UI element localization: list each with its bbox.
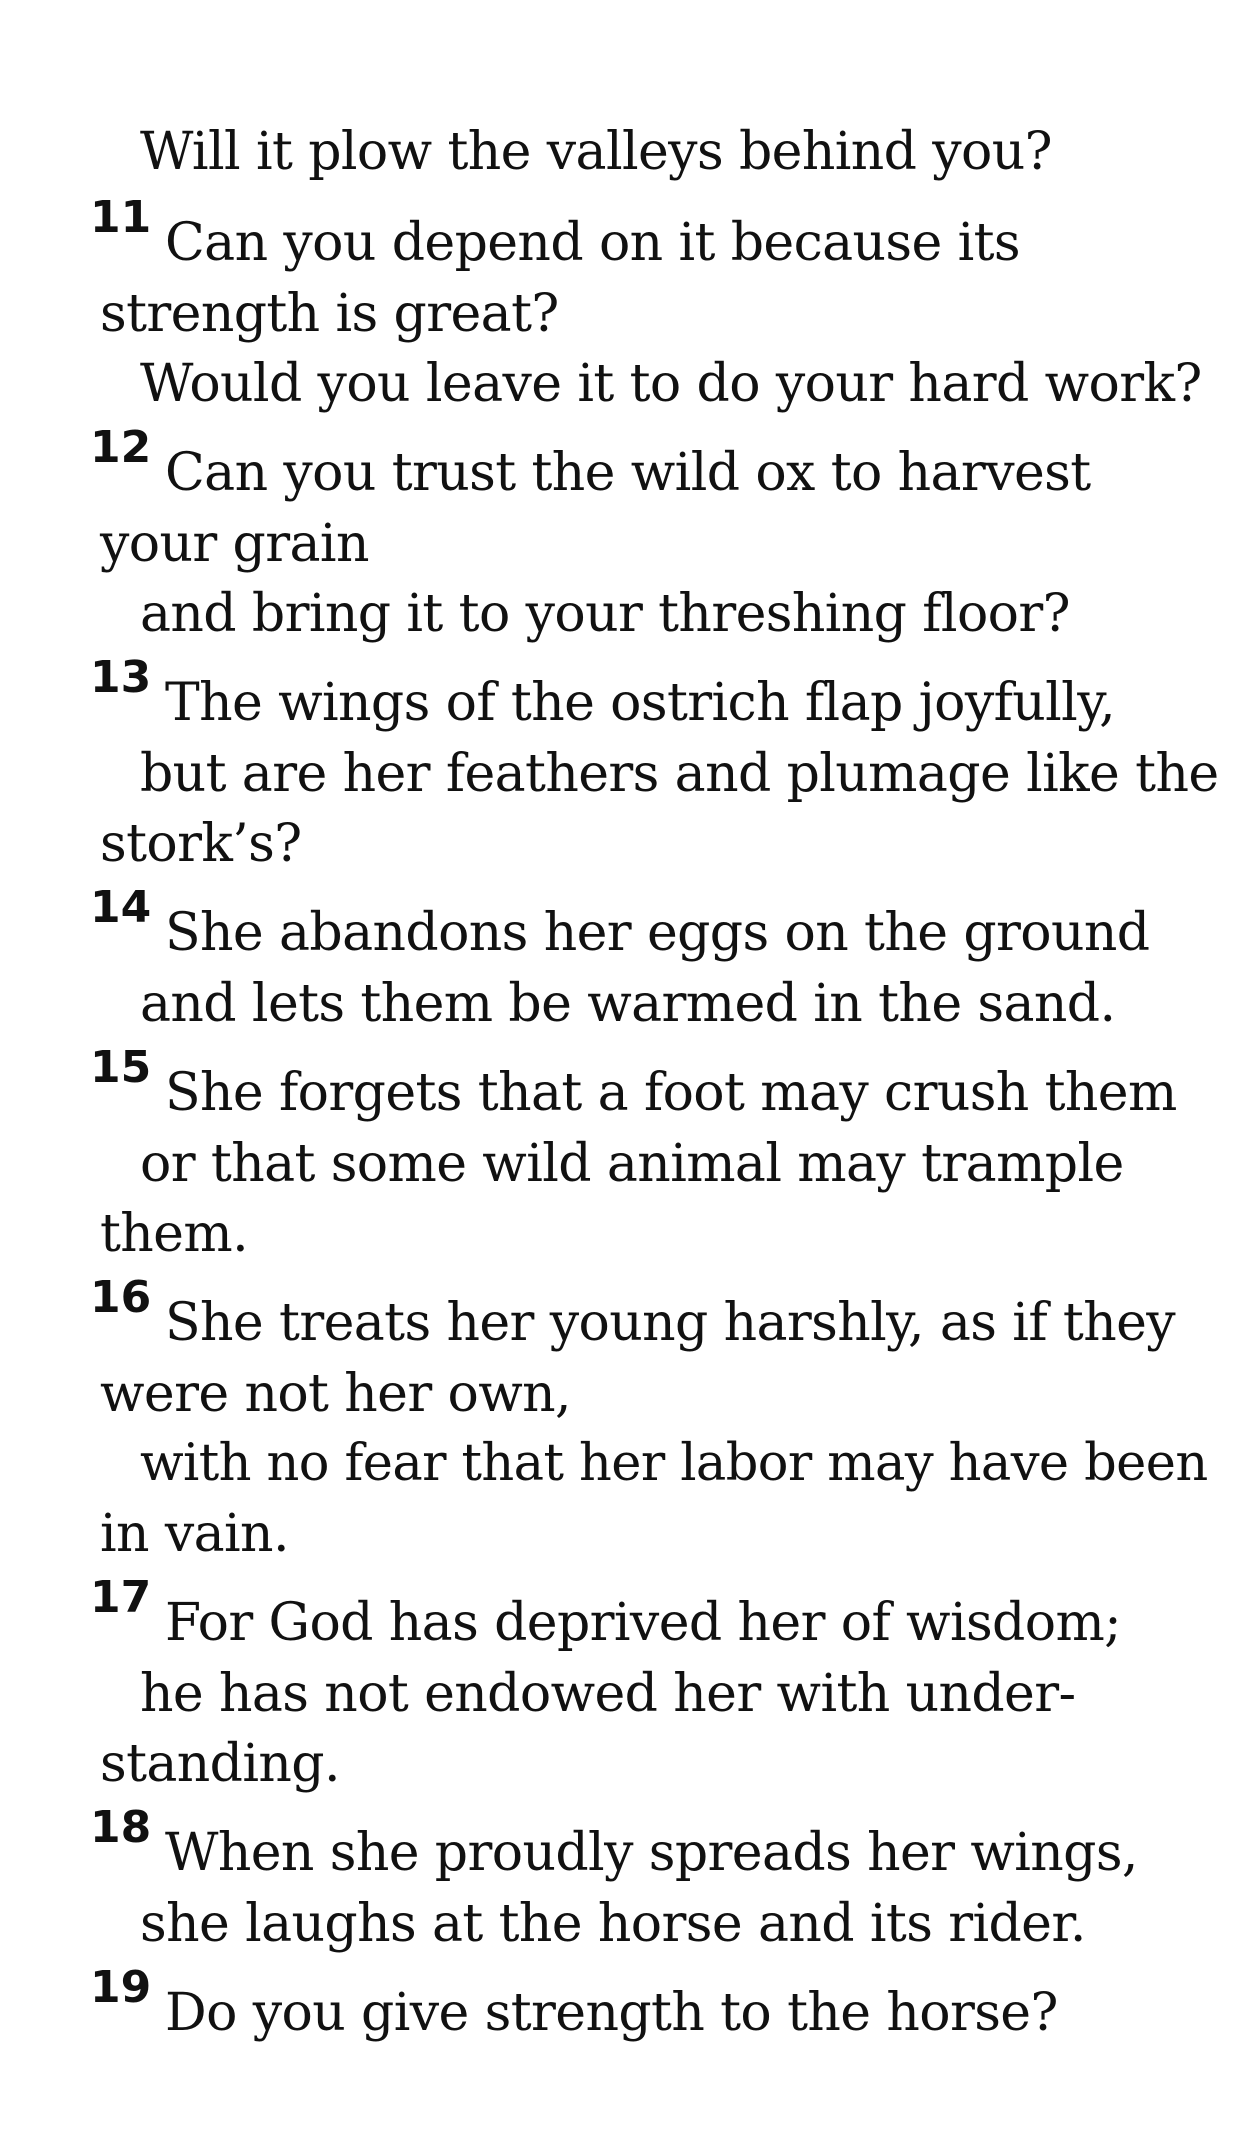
verse-line: Can you depend on it because its bbox=[165, 213, 1020, 273]
verse-number: 17 bbox=[90, 1572, 152, 1623]
verse-line: with no fear that her labor may have been bbox=[140, 1434, 1208, 1493]
verse-line: your grain bbox=[100, 514, 369, 574]
verse-line: strength is great? bbox=[100, 284, 559, 344]
verse-line: Will it plow the valleys behind you? bbox=[140, 122, 1052, 182]
verse-number: 14 bbox=[90, 882, 152, 933]
verse-line: standing. bbox=[100, 1734, 340, 1794]
verse-line: She forgets that a foot may crush them bbox=[165, 1063, 1177, 1123]
verse-line: Can you trust the wild ox to harvest bbox=[165, 443, 1091, 503]
verse-line: and bring it to your threshing floor? bbox=[140, 584, 1070, 644]
verse-line: Do you give strength to the horse? bbox=[165, 1983, 1058, 2043]
verse-line: and lets them be warmed in the sand. bbox=[140, 974, 1116, 1034]
verse-number: 15 bbox=[90, 1042, 152, 1093]
verse-line: them. bbox=[100, 1204, 248, 1264]
verse-line: For God has deprived her of wisdom; bbox=[165, 1593, 1122, 1653]
verse-line: she laughs at the horse and its rider. bbox=[140, 1894, 1086, 1954]
verse-line: but are her feathers and plumage like the bbox=[140, 744, 1219, 804]
verse-line: stork’s? bbox=[100, 814, 302, 874]
verse-line: Would you leave it to do your hard work? bbox=[140, 354, 1202, 414]
verse-line: were not her own, bbox=[100, 1364, 571, 1424]
verse-line: in vain. bbox=[100, 1504, 289, 1564]
verse-line: She abandons her eggs on the ground bbox=[165, 903, 1150, 963]
verse-line: The wings of the ostrich flap joyfully, bbox=[165, 673, 1116, 733]
verse-number: 16 bbox=[90, 1272, 152, 1323]
verse-line: he has not endowed her with under- bbox=[140, 1664, 1076, 1724]
verse-number: 18 bbox=[90, 1802, 152, 1853]
verse-line: or that some wild animal may trample bbox=[140, 1134, 1124, 1194]
verse-number: 12 bbox=[90, 422, 152, 473]
verse-line: When she proudly spreads her wings, bbox=[165, 1823, 1138, 1883]
verse-number: 11 bbox=[90, 192, 152, 243]
verse-number: 13 bbox=[90, 652, 152, 703]
verse-number: 19 bbox=[90, 1962, 152, 2013]
verse-line: She treats her young harshly, as if they bbox=[165, 1293, 1176, 1353]
